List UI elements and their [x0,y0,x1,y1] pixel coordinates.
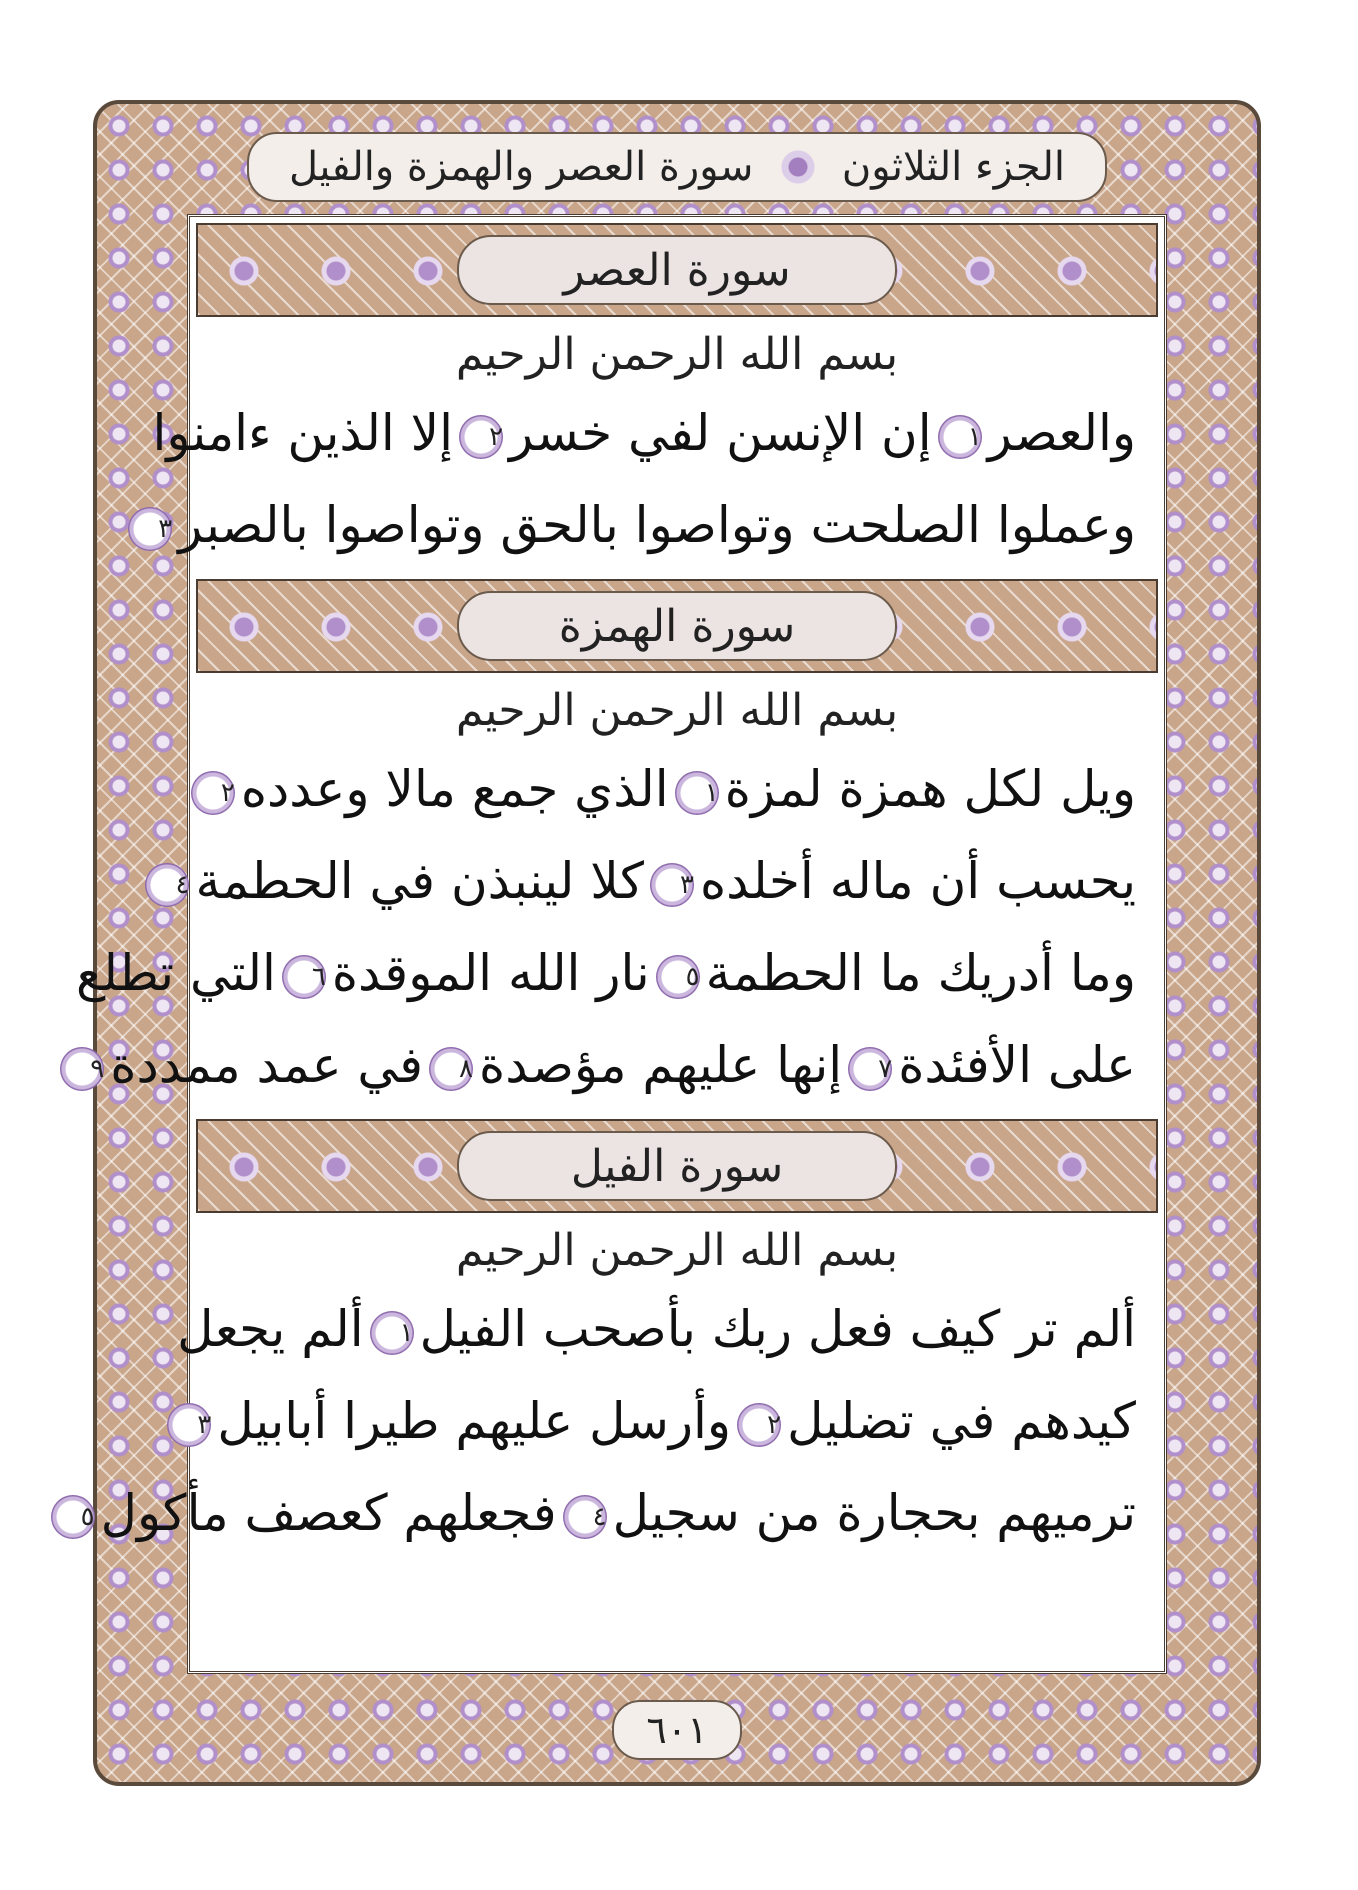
ayah-number-marker: ٣ [650,863,694,907]
verse-text: ويل لكل همزة لمزة [724,760,1136,818]
verse-text: ترميهم بحجارة من سجيل [612,1484,1136,1542]
text-panel [75,214,1167,1674]
verse-line [90,1019,1136,1111]
basmala: بسم الله الرحمن الرحيم [455,685,899,736]
verse-text: في عمد ممددة [110,1036,424,1094]
ayah-number-marker: ٣ [167,1403,211,1447]
verse-line [80,1467,1136,1559]
ayah-number-marker: ١ [370,1311,414,1355]
verse-line [177,1283,1136,1375]
verse-text: التي تطلع [75,944,276,1002]
verse-line [218,743,1136,835]
ayah-number-marker: ٥ [51,1495,95,1539]
ayah-number-marker: ٥ [656,955,700,999]
page-number: ٦٠١ [612,1700,742,1760]
verse-text: وعملوا الصلحت وتواصوا بالحق وتواصوا بالصبر [178,496,1136,554]
ayah-number-marker: ٦ [282,955,326,999]
surah-band-humazah [196,579,1158,673]
verse-line [197,1375,1136,1467]
surah-title: سورة الفيل [457,1131,897,1201]
verse-text: وأرسل عليهم طيرا أبابيل [217,1392,732,1450]
surah-band-fil [196,1119,1158,1213]
ayah-number-marker: ١ [938,415,982,459]
verse-text: فجعلهم كعصف مأكول [100,1484,557,1542]
ayah-number-marker: ٢ [459,415,503,459]
ayah-number-marker: ٣ [128,507,172,551]
rosette-ornament-icon [768,147,828,187]
verse-text: ألم يجعل [177,1300,364,1358]
ayah-number-marker: ٩ [60,1047,104,1091]
ayah-number-marker: ١ [675,771,719,815]
verse-text: كلا لينبذن في الحطمة [195,852,644,910]
verse-line [158,479,1136,571]
verse-text: كيدهم في تضليل [787,1392,1136,1450]
verse-text: الذي جمع مالا وعدده [240,760,669,818]
verse-text: إنها عليهم مؤصدة [479,1036,843,1094]
surah-title: سورة الهمزة [457,591,897,661]
verse-text: إن الإنسن لفي خسر [509,404,932,462]
ayah-number-marker: ٢ [737,1403,781,1447]
verse-text: والعصر [987,404,1136,462]
basmala: بسم الله الرحمن الرحيم [455,1225,899,1276]
surah-title: سورة العصر [457,235,897,305]
surah-band-asr [196,223,1158,317]
juz-label: الجزء الثلاثون [841,144,1065,190]
ayah-number-marker: ٤ [563,1495,607,1539]
surah-names-label: سورة العصر والهمزة والفيل [289,144,754,190]
ayah-number-marker: ٧ [848,1047,892,1091]
ayah-number-marker: ٨ [429,1047,473,1091]
page-header [247,132,1107,202]
verse-line [152,387,1136,479]
ornamental-frame [75,100,1261,1786]
verse-text: يحسب أن ماله أخلده [699,852,1136,910]
ayah-number-marker: ٢ [191,771,235,815]
ayah-number-marker: ٤ [145,863,189,907]
verse-line [75,927,1136,1019]
verse-text: ألم تر كيف فعل ربك بأصحب الفيل [419,1300,1136,1358]
verse-text: إلا الذين ءامنوا [152,404,454,462]
verse-text: وما أدريك ما الحطمة [705,944,1136,1002]
basmala: بسم الله الرحمن الرحيم [455,329,899,380]
verse-line [175,835,1136,927]
verse-text: على الأفئدة [898,1036,1136,1094]
verse-text: نار الله الموقدة [331,944,650,1002]
